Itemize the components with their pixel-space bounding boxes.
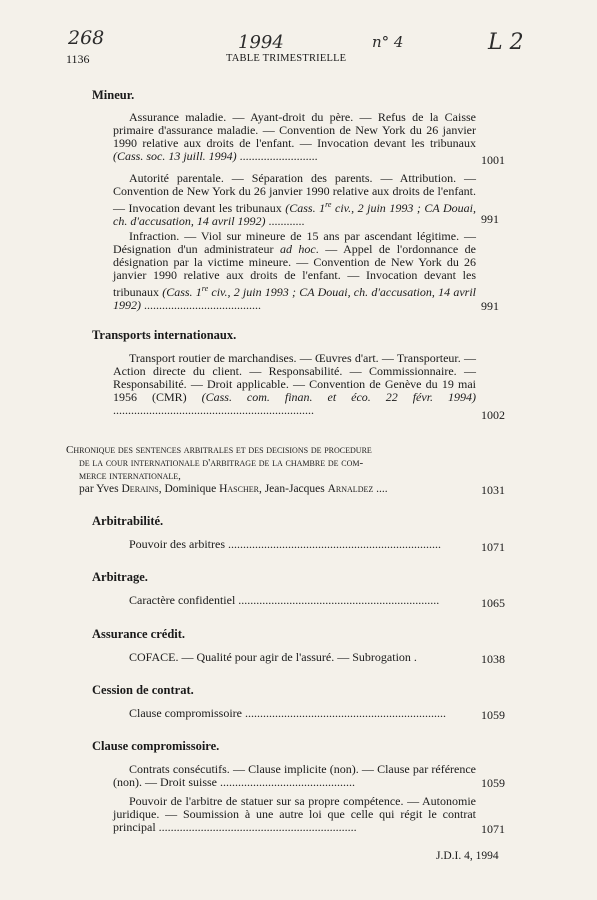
page-ref: 991: [481, 299, 499, 313]
entry-text: Infraction. — Viol sur mineure de 15 ans par ascendant légitime. — Désignation d'un administrateur ad hoc. — Appel de l'ordonnance de désignation par la victime mineure. — Convention de New York du 26 janvier 1990 relative aux droits de l'enfant. — Invocation devant les tribunaux (Cass. 1re civ., 2 juin 1993 ; CA Douai, ch. d'accusation, 14 avril 1992) .......................................: [113, 229, 477, 312]
handwritten-year: 1994: [238, 32, 284, 53]
page-ref: 1065: [481, 596, 505, 610]
page-header: [66, 52, 496, 70]
section-title: Assurance crédit.: [92, 627, 186, 641]
page-number: 1136: [66, 52, 90, 66]
page-ref: 1071: [481, 822, 505, 836]
index-entry: [113, 230, 476, 312]
index-entry: [113, 538, 476, 551]
entry-text: Transport routier de marchandises. — Œuvres d'art. — Transporteur. — Action directe du client. — Responsabilité. — Commissionnaire. — Responsabilité. — Droit applicable. — Convention de Genève du 19 mai 1956 (CMR) (Cass. com. finan. et éco. 22 févr. 1994) ...................................................................: [113, 351, 477, 417]
entry-text: Contrats consécutifs. — Clause implicite (non). — Clause par référence (non). — Droit suisse .............................................: [113, 762, 476, 789]
section-title: Mineur.: [92, 88, 135, 102]
section-title: Clause compromissoire.: [92, 739, 220, 753]
entry-text: COFACE. — Qualité pour agir de l'assuré. — Subrogation .: [129, 651, 417, 664]
page-ref: 1002: [481, 408, 505, 422]
index-entry: [113, 795, 476, 834]
entry-text: Pouvoir de l'arbitre de statuer sur sa propre compétence. — Autonomie juridique. — Soumission à une autre loi que celle qui régit le contrat principal ..................................................................: [113, 794, 476, 834]
page-ref: 1031: [481, 483, 505, 497]
page-ref: 1001: [481, 153, 505, 167]
index-entry: [113, 763, 476, 789]
section-title: Cession de contrat.: [92, 683, 194, 697]
section-title: Arbitrage.: [92, 570, 148, 584]
chronique-block: [66, 444, 486, 496]
chronique-line: Chronique des sentences arbitrales et des decisions de procedure: [66, 444, 372, 456]
index-entry: [113, 651, 476, 664]
entry-text: Caractère confidentiel ...................................................................: [129, 594, 440, 607]
page-ref: 1059: [481, 708, 505, 722]
entry-text: Clause compromissoire ...................................................................: [129, 707, 446, 720]
index-entry: [113, 707, 476, 720]
section-title: Arbitrabilité.: [92, 514, 164, 528]
index-entry: [113, 594, 476, 607]
entry-text: Pouvoir des arbitres .......................................................................: [129, 538, 441, 551]
page-ref: 1038: [481, 652, 505, 666]
chronique-line: de la cour internationale d'arbitrage de la chambre de com-: [79, 457, 364, 469]
index-entry: [113, 111, 476, 163]
section-title: Transports internationaux.: [92, 328, 237, 342]
index-entry: [113, 172, 476, 228]
page-ref: 1071: [481, 540, 505, 554]
chronique-line: merce internationale,: [79, 470, 181, 482]
handwritten-mark: L 2: [488, 30, 524, 55]
page-ref: 991: [481, 212, 499, 226]
entry-text: Autorité parentale. — Séparation des parents. — Attribution. — Convention de New York du 26 janvier 1990 relative aux droits de l'enfant. — Invocation devant les tribunaux (Cass. 1re civ., 2 juin 1993 ; CA Douai, ch. d'accusation, 14 avril 1992) ............: [113, 171, 477, 228]
page-footer: J.D.I. 4, 1994: [436, 850, 499, 862]
chronique-authors: par Yves Derains, Dominique Hascher, Jean-Jacques Arnaldez ....: [79, 483, 388, 495]
handwritten-number: 268: [68, 27, 105, 49]
page-ref: 1059: [481, 776, 505, 790]
handwritten-issue: n° 4: [372, 33, 404, 51]
entry-text: Assurance maladie. — Ayant-droit du père. — Refus de la Caisse primaire d'assurance maladie. — Convention de New York du 26 janvier 1990 relative aux droits de l'enfant. — Invocation devant les tribunaux (Cass. soc. 13 juill. 1994) ..........................: [113, 110, 476, 163]
index-entry: [113, 352, 476, 417]
header-title: TABLE TRIMESTRIELLE: [226, 53, 347, 64]
